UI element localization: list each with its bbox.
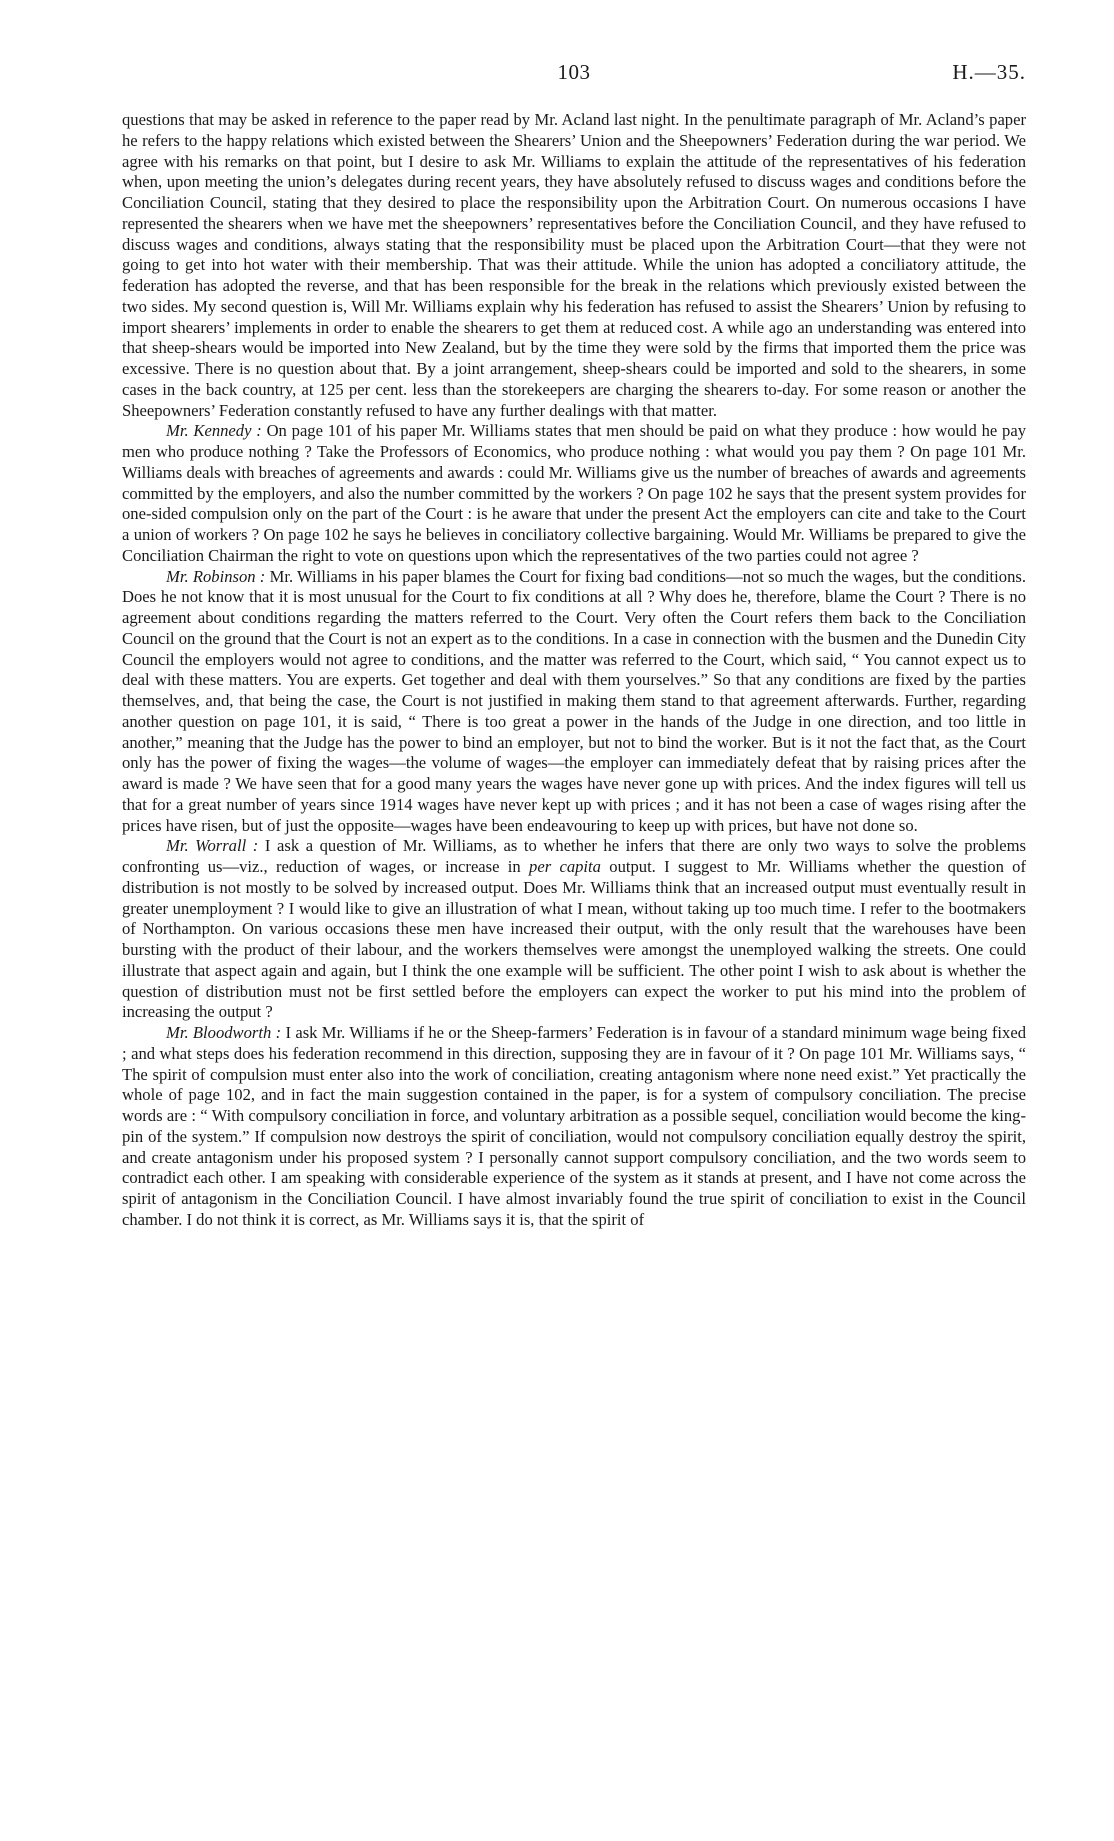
paragraph-text: Mr. Williams in his paper blames the Court for fixing bad conditions—not so much the wages, but the conditions. Does he not know that it is most unusual for the Court to fix conditions at all ? Why does he, therefore, blame the Court ? There is no agreement about conditions regarding the matters referred to the Court. Very often the Court refers them back to the Conciliation Council on the ground that the Court is not an expert as to the conditions. In a case in connection with the busmen and the Dunedin City Council the employers would not agree to conditions, and the matter was referred to the Court, which said, “ You cannot expect us to deal with these matters. You are experts. Get together and deal with them yourselves.” So that any conditions are fixed by the parties themselves, and, that being the case, the Court is not justified in making them stand to that agreement afterwards. Further, regarding another question on page 101, it is said, “ There is too great a power in the hands of the Judge in one direction, and too little in another,” meaning that the Judge has the power to bind an employer, but not to bind the worker. But is it not the fact that, as the Court only has the power of fixing the wages—the volume of wages—the employer can immediately defeat that by raising prices after the award is made ? We have seen that for a good many years the wages have never gone up with prices. And the index figures will tell us that for a great number of years since 1914 wages have never kept up with prices ; and it has not been a case of wages rising after the prices have risen, but of just the opposite—wages have been endeavouring to keep up with prices, but have not done so. [122,566,1026,835]
speaker-name: Mr. Kennedy : [166,421,262,441]
paragraph-text: I ask a question of Mr. Williams, as to whether he infers that there are only two ways to solve the problems confronting us—viz., reduction of wages, or increase in [122,836,1026,876]
paragraph-text: I ask Mr. Williams if he or the Sheep-farmers’ Federation is in favour of a standard minimum wage being fixed ; and what steps does his federation recommend in this direction, supposing they are in favour of it ? On page 101 Mr. Williams says, “ The spirit of compulsion must enter also into the work of conciliation, creating antagonism where none need exist.” Yet practically the whole of page 102, and in fact the main suggestion contained in the paper, is for a system of compulsory conciliation. The precise words are : “ With compulsory conciliation in force, and voluntary arbitration as a possible sequel, conciliation would become the king-pin of the system.” If compulsion now destroys the spirit of conciliation, would not compulsory conciliation equally destroy the spirit, and create antagonism under his proposed system ? I personally cannot support compulsory conciliation, and the two words seem to contradict each other. I am speaking with considerable experience of the system as it stands at present, and I have not come across the spirit of antagonism in the Conciliation Council. I have almost invariably found the true spirit of conciliation to exist in the Council chamber. I do not think it is correct, as Mr. Williams says it is, that the spirit of [122,1023,1026,1229]
paragraph-kennedy [122,421,1026,566]
paper-reference: H.—35. [952,60,1026,84]
paragraph-robinson [122,567,1026,837]
paragraph-text: questions that may be asked in reference to the paper read by Mr. Acland last night. In the penultimate paragraph of Mr. Acland’s paper he refers to the happy relations which existed between the Shearers’ Union and the Sheepowners’ Federation during the war period. We agree with his remarks on that point, but I desire to ask Mr. Williams to explain the attitude of the representatives of his federation when, upon meeting the union’s delegates during recent years, they have absolutely refused to discuss wages and conditions before the Conciliation Council, stating that they desired to place the responsibility upon the Arbitration Court. On numerous occasions I have represented the shearers when we have met the sheepowners’ representatives before the Conciliation Council, and they have refused to discuss wages and conditions, always stating that the responsibility must be placed upon the Arbitration Court—that they were not going to get into hot water with their membership. That was their attitude. While the union has adopted a conciliatory attitude, the federation has adopted the reverse, and that has been responsible for the break in the relations which previously existed between the two sides. My second question is, Will Mr. Williams explain why his federation has refused to assist the Shearers’ Union by refusing to import shearers’ implements in order to enable the shearers to get them at reduced cost. A while ago an understanding was entered into that sheep-shears would be imported into New Zealand, but by the time they were sold by the firms that imported them the price was excessive. There is no question about that. By a joint arrangement, sheep-shears could be imported and sold to the shearers, in some cases in the back country, at 125 per cent. less than the storekeepers are charging the shearers to-day. For some reason or another the Sheepowners’ Federation constantly refused to have any further dealings with that matter. [122,110,1026,420]
page-header [122,60,1026,90]
paragraph-opening [122,110,1026,421]
speaker-name: Mr. Worrall : [166,836,259,856]
speaker-name: Mr. Bloodworth : [166,1023,282,1042]
latin-phrase: per capita [529,857,601,876]
page-number: 103 [557,60,591,84]
paragraph-bloodworth [122,1023,1026,1231]
paragraph-worrall [122,836,1026,1023]
speaker-name: Mr. Robinson : [166,566,266,586]
paragraph-text: On page 101 of his paper Mr. Williams states that men should be paid on what they produce : how would he pay men who produce nothing ? Take the Professors of Economics, who produce nothing : what would you pay them ? On page 101 Mr. Williams deals with breaches of agreements and awards : could Mr. Williams give us the number of breaches of awards and agreements committed by the employers, and also the number committed by the workers ? On page 102 he says that the present system provides for one-sided compulsion only on the part of the Court : is he aware that under the present Act the employers can cite and take to the Court a union of workers ? On page 102 he says he believes in conciliatory collective bargaining. Would Mr. Williams be prepared to give the Conciliation Chairman the right to vote on questions upon which the representatives of the two parties could not agree ? [122,421,1026,565]
paragraph-text: output. I suggest to Mr. Williams whether the question of distribution is not mostly to be solved by increased output. Does Mr. Williams think that an increased output must eventually result in greater unemployment ? I would like to give an illustration of what I mean, without taking up too much time. I refer to the bootmakers of Northampton. On various occasions these men have increased their output, with the only result that the warehouses have been bursting with the product of their labour, and the workers themselves were amongst the unemployed walking the streets. One could illustrate that aspect again and again, but I think the one example will be sufficient. The other point I wish to ask about is whether the question of distribution must not be first settled before the employers can expect the worker to put his mind into the problem of increasing the output ? [122,857,1027,1022]
body-text [122,110,1026,1231]
